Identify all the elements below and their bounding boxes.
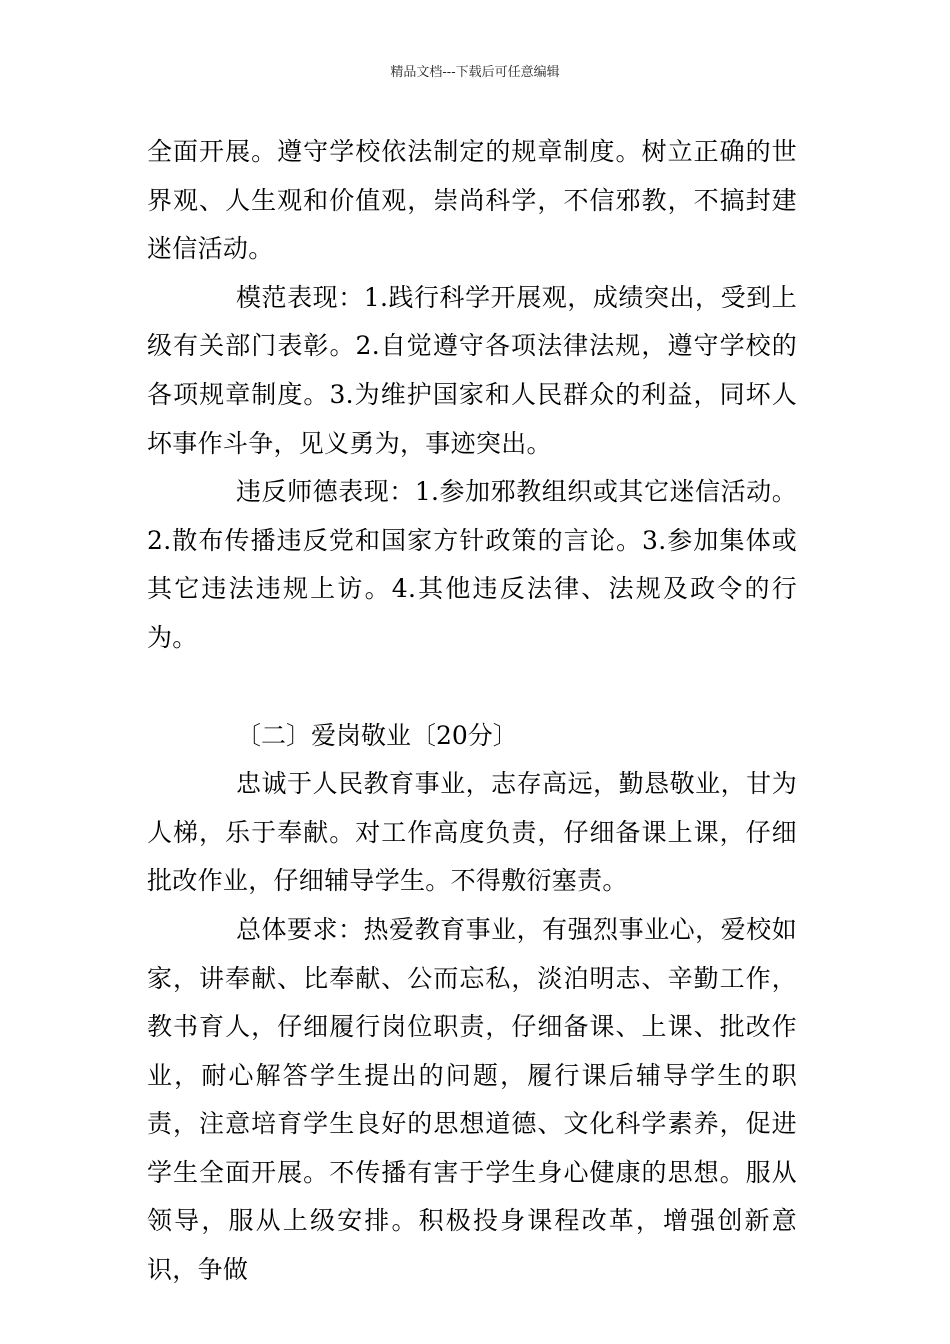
- paragraph-model-performance: 模范表现：1.践行科学开展观，成绩突出，受到上级有关部门表彰。2.自觉遵守各项法律法规，遵守学校的各项规章制度。3.为维护国家和人民群众的利益，同坏人坏事作斗争，见义勇为，事迹突出。: [147, 282, 797, 458]
- paragraph-dedication: 忠诚于人民教育事业，志存高远，勤恳敬业，甘为人梯，乐于奉献。对工作高度负责，仔细备课上课，仔细批改作业，仔细辅导学生。不得敷衍塞责。: [147, 769, 797, 896]
- paragraph-violation-performance: 违反师德表现：1.参加邪教组织或其它迷信活动。2.散布传播违反党和国家方针政策的言论。3.参加集体或其它违法违规上访。4.其他违反法律、法规及政令的行为。: [147, 477, 797, 652]
- paragraph-general-requirements: 总体要求：热爱教育事业，有强烈事业心，爱校如家，讲奉献、比奉献、公而忘私，淡泊明志、辛勤工作，教书育人，仔细履行岗位职责，仔细备课、上课、批改作业，耐心解答学生提出的问题，履行课后辅导学生的职责，注意培育学生良好的思想道德、文化科学素养，促进学生全面开展。不传播有害于学生身心健康的思想。服从领导，服从上级安排。积极投身课程改革，增强创新意识，争做: [147, 914, 797, 1285]
- document-body: [147, 128, 797, 1295]
- paragraph-continuation: 全面开展。遵守学校依法制定的规章制度。树立正确的世界观、人生观和价值观，崇尚科学，不信邪教，不搞封建迷信活动。: [147, 137, 797, 264]
- section-heading: 〔二〕爱岗敬业〔20分〕: [236, 720, 518, 750]
- page-header: 精品文档---下载后可任意编辑: [390, 65, 560, 80]
